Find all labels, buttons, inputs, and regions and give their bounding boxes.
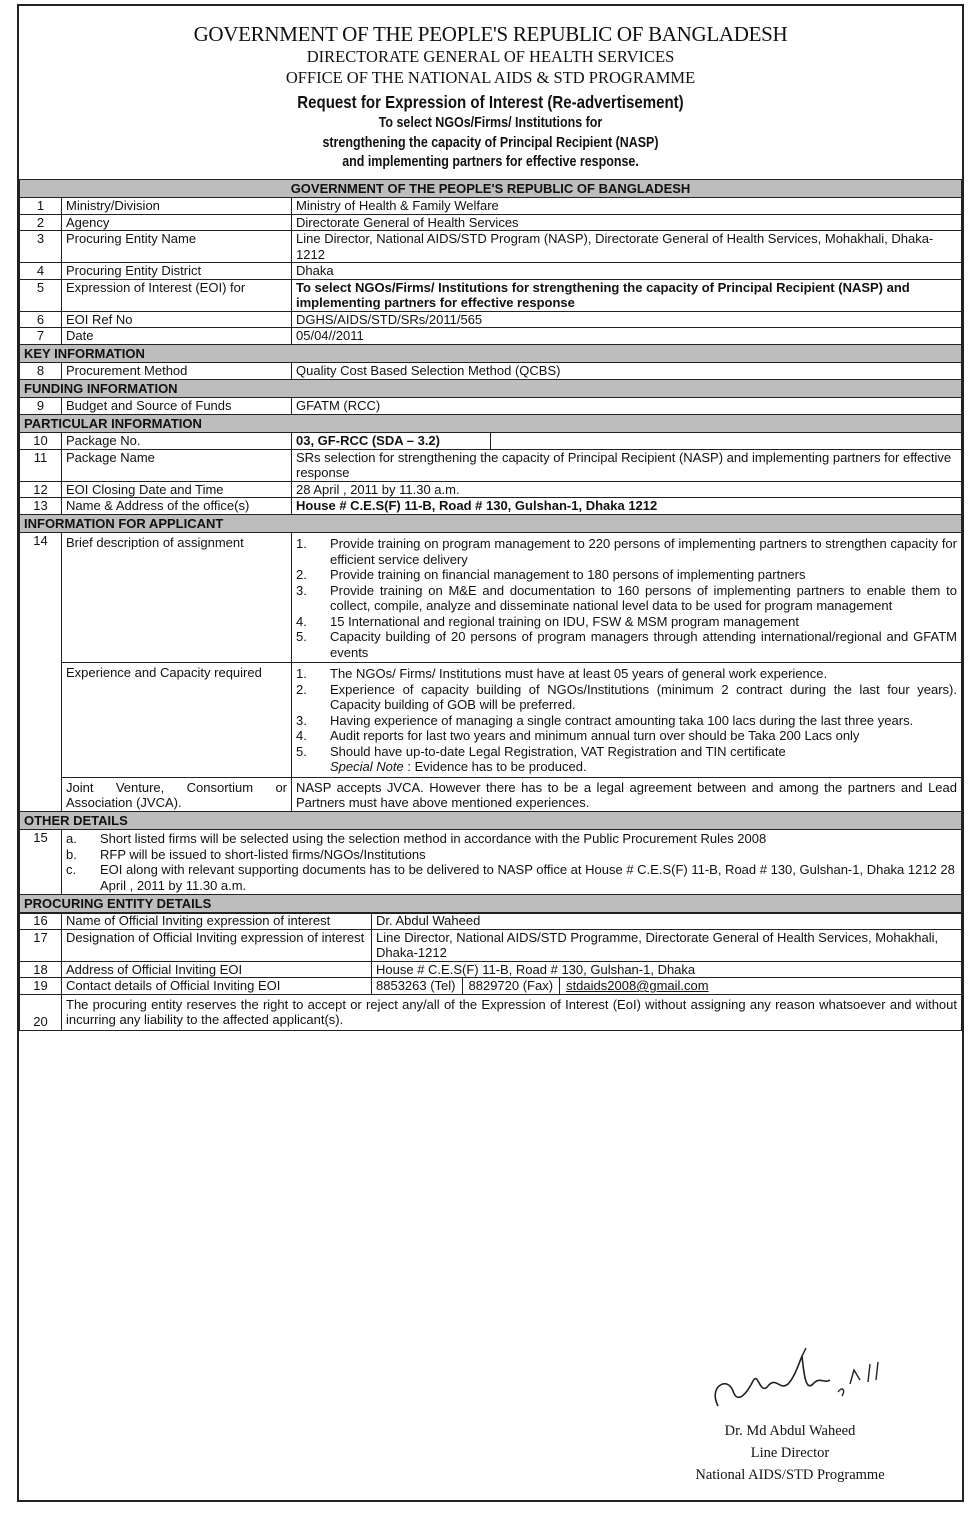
row-label: Designation of Official Inviting expression of interest	[62, 929, 372, 961]
table-row	[20, 961, 962, 978]
row-number: 4	[20, 263, 62, 280]
other-details-list	[62, 830, 962, 895]
table-row	[20, 533, 962, 663]
row-number: 14	[20, 533, 62, 663]
contact-details	[372, 978, 962, 995]
list-item: 4. Audit reports for last two years and minimum annual turn over should be Taka 200 Lacs only	[296, 728, 860, 743]
table-row	[20, 929, 962, 961]
table-row	[20, 231, 962, 263]
row-number: 18	[20, 961, 62, 978]
list-item: 1. Provide training on program management to 220 persons of implementing partners to strengthen capacity for efficient service delivery	[296, 536, 957, 567]
table-row	[20, 663, 962, 778]
special-note: Special Note : Evidence has to be produced.	[330, 759, 587, 774]
row-label: Agency	[62, 214, 292, 231]
row-label: Brief description of assignment	[62, 533, 292, 663]
notice-subtitle-2: strengthening the capacity of Principal Recipient (NASP)	[322, 134, 659, 151]
row-value: House # C.E.S(F) 11-B, Road # 130, Gulshan-1, Dhaka 1212	[292, 498, 962, 515]
list-item: 3. Provide training on M&E and documentation to 160 persons of implementing partners to enable them to collect, compile, analyze and disseminate national level data to be used for program management	[296, 582, 957, 613]
row-number: 8	[20, 363, 62, 380]
row-label: EOI Closing Date and Time	[62, 481, 292, 498]
table-row	[20, 913, 962, 930]
table-row	[20, 311, 962, 328]
row-label: Contact details of Official Inviting EOI	[62, 978, 372, 995]
band-procuring-entity-details: PROCURING ENTITY DETAILS	[20, 895, 962, 914]
table-row	[20, 777, 962, 811]
row-value: Dhaka	[292, 263, 962, 280]
row-value: DGHS/AIDS/STD/SRs/2011/565	[292, 311, 962, 328]
disclaimer-text: The procuring entity reserves the right to accept or reject any/all of the Expression of Interest (EoI) without assigning any reason whatsoever and without incurring any liability to the affected applicant(s).	[62, 994, 962, 1030]
row-value: To select NGOs/Firms/ Institutions for strengthening the capacity of Principal Recipient (NASP) and implementing partners for effective response	[292, 279, 962, 311]
row-number: 13	[20, 498, 62, 515]
row-number: 20	[20, 994, 62, 1030]
row-number: 15	[20, 830, 62, 895]
row-label: Procuring Entity District	[62, 263, 292, 280]
row-value: House # C.E.S(F) 11-B, Road # 130, Gulshan-1, Dhaka	[372, 961, 962, 978]
row-label: EOI Ref No	[62, 311, 292, 328]
row-label: Procuring Entity Name	[62, 231, 292, 263]
row-label: Procurement Method	[62, 363, 292, 380]
table-row	[20, 214, 962, 231]
row-value: Line Director, National AIDS/STD Programme, Directorate General of Health Services, Mohakhali, Dhaka-1212	[372, 929, 962, 961]
package-number: 03, GF-RCC (SDA – 3.2)	[292, 433, 491, 449]
telephone: 8853263 (Tel)	[376, 978, 463, 994]
row-label: Ministry/Division	[62, 198, 292, 215]
notice-title: Request for Expression of Interest (Re-advertisement)	[297, 92, 684, 112]
table-row	[20, 449, 962, 481]
row-label: Date	[62, 328, 292, 345]
table-row	[20, 198, 962, 215]
list-item: 4. 15 International and regional training on IDU, FSW & MSM program management	[296, 613, 799, 629]
row-number: 19	[20, 978, 62, 995]
table-row	[20, 433, 962, 450]
row-label: Name of Official Inviting expression of interest	[62, 913, 372, 930]
band-government: GOVERNMENT OF THE PEOPLE'S REPUBLIC OF BANGLADESH	[20, 179, 962, 198]
row-value: Dr. Abdul Waheed	[372, 913, 962, 930]
table-row	[20, 994, 962, 1030]
row-label: Package Name	[62, 449, 292, 481]
list-item: 3. Having experience of managing a single contract amounting taka 100 lacs during the last three years.	[296, 712, 914, 728]
list-item: b. RFP will be issued to short-listed firms/NGOs/Institutions	[66, 846, 426, 862]
notice-subtitle-3: and implementing partners for effective response.	[342, 154, 639, 170]
table-row	[20, 328, 962, 345]
row-label: Name & Address of the office(s)	[62, 498, 292, 515]
procuring-entity-table	[19, 912, 962, 1031]
notice-page	[17, 4, 964, 1502]
row-value: 05/04//2011	[292, 328, 962, 345]
list-item: a. Short listed firms will be selected using the selection method in accordance with the Public Procurement Rules 2008	[66, 831, 767, 846]
row-value: 28 April , 2011 by 11.30 a.m.	[292, 481, 962, 498]
table-row	[20, 263, 962, 280]
table-row	[20, 398, 962, 415]
row-value: Directorate General of Health Services	[292, 214, 962, 231]
row-value: Line Director, National AIDS/STD Program (NASP), Directorate General of Health Services, Mohakhali, Dhaka-1212	[292, 231, 962, 263]
row-value: NASP accepts JVCA. However there has to be a legal agreement between and among the partners and Lead Partners must have above mentioned experiences.	[292, 777, 962, 811]
row-value: Quality Cost Based Selection Method (QCBS)	[292, 363, 962, 380]
table-row	[20, 498, 962, 515]
list-item: 2. Experience of capacity building of NGOs/Institutions (minimum 2 contract during the last four years). Capacity building of GOB will be preferred.	[296, 681, 957, 712]
header-line-1: GOVERNMENT OF THE PEOPLE'S REPUBLIC OF BANGLADESH	[193, 22, 788, 46]
row-label: Expression of Interest (EOI) for	[62, 279, 292, 311]
table-row	[20, 481, 962, 498]
row-number: 3	[20, 231, 62, 263]
list-item: 1. The NGOs/ Firms/ Institutions must have at least 05 years of general work experience.	[296, 666, 828, 681]
assignment-list	[292, 533, 962, 663]
row-number: 12	[20, 481, 62, 498]
row-number: 16	[20, 913, 62, 930]
band-key-information: KEY INFORMATION	[20, 344, 962, 363]
table-row	[20, 978, 962, 995]
table-row	[20, 830, 962, 895]
row-value: Ministry of Health & Family Welfare	[292, 198, 962, 215]
list-item: 2. Provide training on financial management to 180 persons of implementing partners	[296, 567, 806, 582]
table-row	[20, 279, 962, 311]
table-row	[20, 363, 962, 380]
eoi-table	[19, 179, 962, 914]
row-number: 9	[20, 398, 62, 415]
row-number: 17	[20, 929, 62, 961]
list-item: c. EOI along with relevant supporting documents has to be delivered to NASP office at House # C.E.S(F) 11-B, Road # 130, Gulshan-1, Dhaka 1212 28 April , 2011 by 11.30 a.m.	[66, 862, 955, 893]
signature-handwriting	[698, 1346, 898, 1416]
row-number: 6	[20, 311, 62, 328]
signatory-organization: National AIDS/STD Programme	[695, 1467, 885, 1483]
row-label: Budget and Source of Funds	[62, 398, 292, 415]
signatory-title: Line Director	[750, 1445, 830, 1461]
row-label: Joint Venture, Consortium or Association (JVCA).	[62, 777, 292, 811]
row-value: GFATM (RCC)	[292, 398, 962, 415]
list-item: 5. Capacity building of 20 persons of program managers through attending international/regional and GFATM events	[296, 629, 957, 660]
row-label: Address of Official Inviting EOI	[62, 961, 372, 978]
email-link[interactable]: stdaids2008@gmail.com	[566, 978, 709, 993]
header-line-2: DIRECTORATE GENERAL OF HEALTH SERVICES	[306, 47, 675, 66]
band-information-for-applicant: INFORMATION FOR APPLICANT	[20, 514, 962, 533]
signatory-name: Dr. Md Abdul Waheed	[724, 1423, 856, 1439]
row-number: 10	[20, 433, 62, 450]
row-number: 11	[20, 449, 62, 481]
signature-block	[660, 1420, 920, 1486]
notice-header	[19, 22, 962, 173]
row-number: 7	[20, 328, 62, 345]
band-other-details: OTHER DETAILS	[20, 811, 962, 830]
row-label: Package No.	[62, 433, 292, 450]
band-particular-information: PARTICULAR INFORMATION	[20, 414, 962, 433]
band-funding-information: FUNDING INFORMATION	[20, 379, 962, 398]
row-label: Experience and Capacity required	[62, 663, 292, 778]
header-line-3: OFFICE OF THE NATIONAL AIDS & STD PROGRAMME	[285, 68, 696, 87]
list-item: 5. Should have up-to-date Legal Registration, VAT Registration and TIN certificate	[296, 743, 786, 759]
fax: 8829720 (Fax)	[469, 978, 561, 994]
row-value: SRs selection for strengthening the capacity of Principal Recipient (NASP) and implementing partners for effective response	[292, 449, 962, 481]
row-number: 5	[20, 279, 62, 311]
row-number: 2	[20, 214, 62, 231]
row-number: 1	[20, 198, 62, 215]
row-value	[292, 433, 962, 450]
experience-list	[292, 663, 962, 778]
notice-subtitle-1: To select NGOs/Firms/ Institutions for	[378, 115, 603, 131]
